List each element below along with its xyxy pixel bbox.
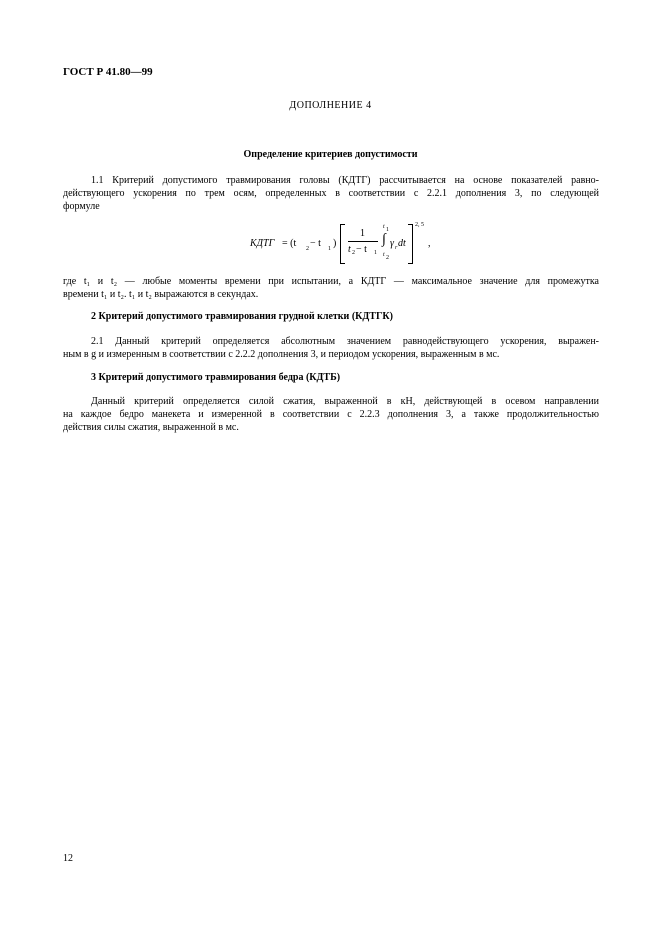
fraction-den: t (348, 244, 351, 255)
paragraph-line: времени t₁ и t₂. t₁ и t₂ выражаются в секундах. (63, 289, 259, 300)
standard-header: ГОСТ Р 41.80—99 (63, 66, 153, 78)
paragraph-line: ным в g и измеренным в соответствии с 2.2.2 дополнения 3, и периодом ускорения, выраженным в мс. (63, 349, 500, 360)
page-number: 12 (63, 853, 73, 864)
paragraph-line: действия силы сжатия, выраженной в мс. (63, 422, 239, 433)
integral-sign: ∫ (382, 232, 386, 247)
formula-close: ) (333, 238, 337, 249)
formula-minus: − t (310, 238, 321, 249)
hic-formula (250, 222, 424, 272)
integral-lower: t (383, 252, 385, 258)
paragraph-line: 1.1 Критерий допустимого травмирования головы (КДТГ) рассчитывается на основе показателей равно- (91, 175, 599, 186)
appendix-title: ДОПОЛНЕНИЕ 4 (289, 100, 372, 111)
paragraph-line: 2.1 Данный критерий определяется абсолютным значением равнодействующего ускорения, выражен- (91, 336, 599, 347)
fraction-den-minus: − t (356, 244, 367, 255)
paragraph-where (63, 275, 599, 301)
formula-eq: = (t (282, 238, 297, 249)
left-bracket (340, 224, 345, 264)
integrand-sub: r (395, 245, 398, 251)
formula-sub: 2 (306, 246, 309, 252)
section-2-title: 2 Критерий допустимого травмирования грудной клетки (КДТГК) (91, 311, 393, 322)
section-3-title: 3 Критерий допустимого травмирования бедра (КДТБ) (91, 372, 341, 383)
formula-sub: 1 (328, 246, 331, 252)
formula-comma: , (428, 238, 431, 249)
formula-lhs: КДТГ (250, 238, 275, 249)
integral-upper-sub: 1 (386, 227, 389, 233)
integral-lower-sub: 2 (386, 255, 389, 261)
right-bracket (408, 224, 413, 264)
fraction-numerator: 1 (360, 228, 365, 239)
section-title: Определение критериев допустимости (243, 149, 418, 160)
paragraph-line: на каждое бедро манекета и измеренной в соответствии с 2.2.3 дополнения 3, а также продолжительностью (63, 409, 599, 420)
formula-sub: 1 (374, 250, 377, 256)
integral-upper: t (383, 224, 385, 230)
formula-dt: dt (398, 238, 406, 249)
formula-sub: 2 (352, 250, 355, 256)
paragraph-line: действующего ускорения по трем осям, определенных в соответствии с 2.2.1 дополнения 3, по следующей (63, 188, 599, 199)
paragraph-1-1 (63, 174, 599, 213)
paragraph-2-1 (63, 335, 599, 361)
integrand: γ (390, 238, 394, 249)
paragraph-3 (63, 395, 599, 434)
paragraph-line: Данный критерий определяется силой сжатия, выраженной в кН, действующей в осевом направлении (91, 396, 599, 407)
paragraph-line: где t₁ и t₂ — любые моменты времени при испытании, а КДТГ — максимальное значение для промежутка (63, 276, 599, 287)
paragraph-line: формуле (63, 201, 100, 212)
formula-exponent: 2, 5 (415, 222, 424, 228)
fraction-line (348, 241, 378, 242)
